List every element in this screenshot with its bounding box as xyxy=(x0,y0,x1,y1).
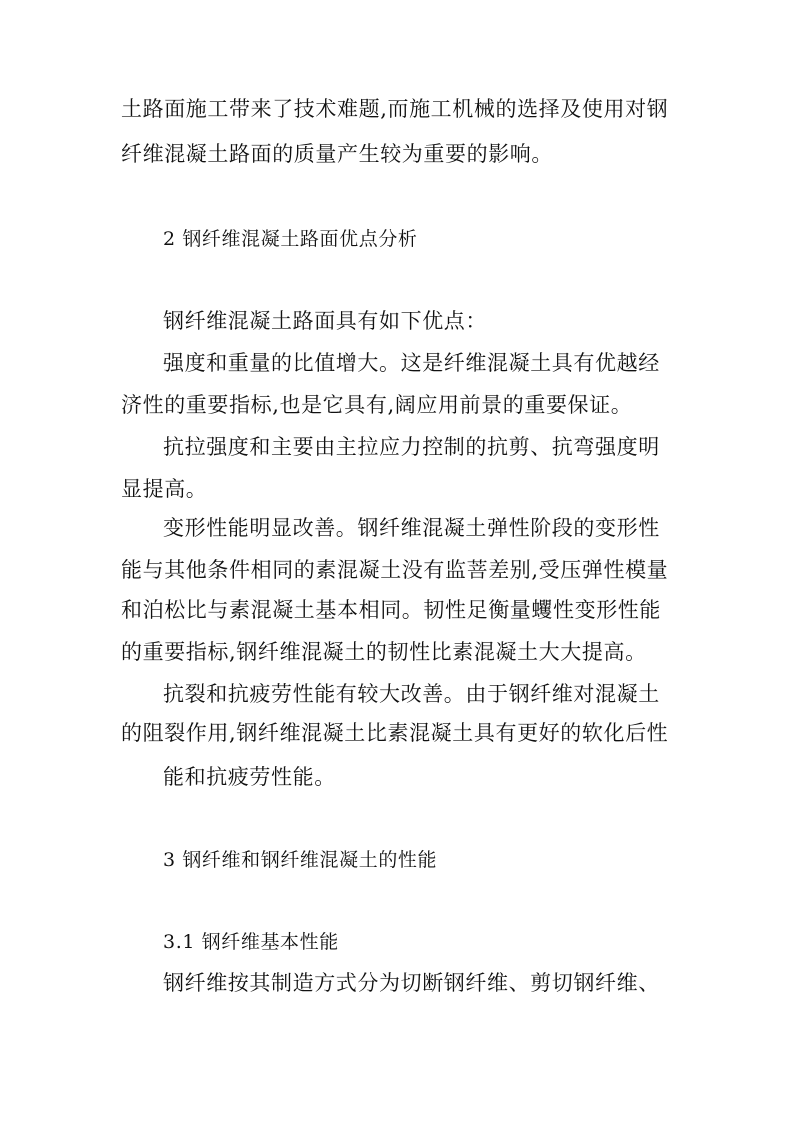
text-line: 钢纤维按其制造方式分为切断钢纤维、剪切钢纤维、 xyxy=(163,971,660,995)
text-line: 的重要指标,钢纤维混凝土的韧性比素混凝土大大提高。 xyxy=(121,640,647,664)
text-line: 抗裂和抗疲劳性能有较大改善。由于钢纤维对混凝土 xyxy=(163,682,660,706)
text-line: 和泊松比与素混凝土基本相同。韧性足衡量蠼性变形性能 xyxy=(121,598,661,622)
text-line: 强度和重量的比值增大。这是纤维混凝土具有优越经 xyxy=(163,351,660,375)
text-line: 能和抗疲劳性能。 xyxy=(163,765,336,789)
section-heading: 2 钢纤维混凝土路面优点分析 xyxy=(163,228,418,250)
text-line: 能与其他条件相同的素混凝土没有监菩差别,受压弹性模量 xyxy=(121,558,669,582)
text-line: 济性的重要指标,也是它具有,阔应用前景的重要保证。 xyxy=(121,393,633,417)
text-line: 纤维混凝土路面的质量产生较为重要的影响。 xyxy=(121,142,553,166)
text-line: 钢纤维混凝土路面具有如下优点： xyxy=(163,309,487,333)
section-heading: 3 钢纤维和钢纤维混凝土的性能 xyxy=(163,849,438,871)
subsection-heading: 3.1 钢纤维基本性能 xyxy=(163,931,339,953)
text-line: 变形性能明显改善。钢纤维混凝土弹性阶段的变形性 xyxy=(163,516,660,540)
text-line: 显提高。 xyxy=(121,477,208,501)
text-line: 抗拉强度和主要由主拉应力控制的抗剪、抗弯强度明 xyxy=(163,435,660,459)
text-line: 土路面施工带来了技术难题,而施工机械的选择及使用对钢 xyxy=(121,97,669,121)
text-line: 的阻裂作用,钢纤维混凝土比素混凝土具有更好的软化后性 xyxy=(121,721,669,745)
